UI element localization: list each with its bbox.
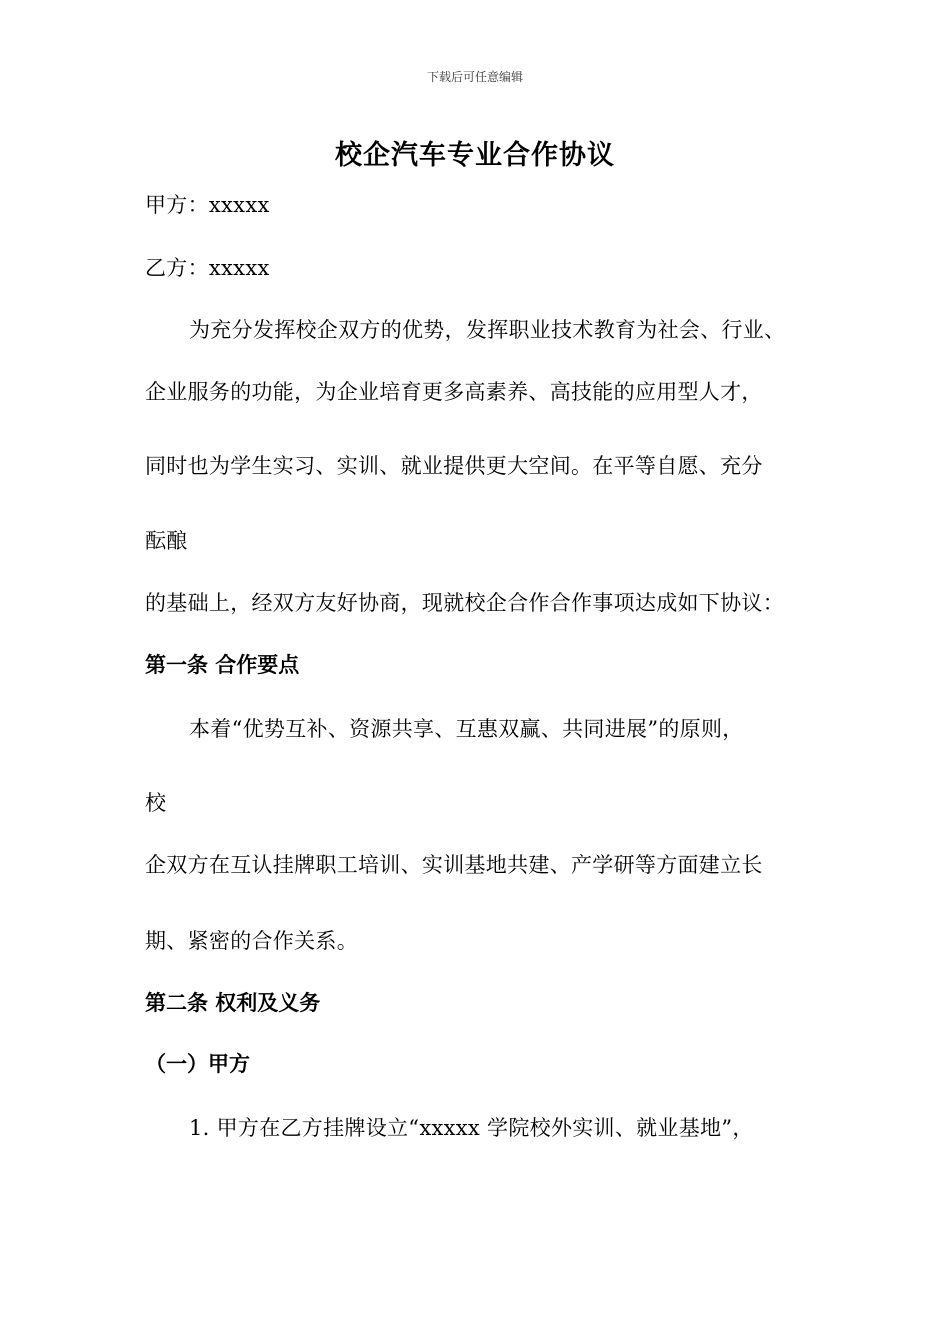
article-1-line: 期、紧密的合作关系。 (145, 929, 358, 953)
article-1-heading: 第一条 合作要点 (145, 653, 300, 677)
party-a-subheading: （一）甲方 (145, 1052, 250, 1076)
article-2-heading: 第二条 权利及义务 (145, 991, 321, 1015)
article-2-item-1: 1. 甲方在乙方挂牌设立“xxxxx 学院校外实训、就业基地”， (189, 1116, 754, 1140)
header-note: 下载后可任意编辑 (426, 70, 523, 84)
article-1-line: 本着“优势互补、资源共享、互惠双赢、共同进展”的原则， (189, 717, 744, 741)
intro-line: 酝酿 (145, 529, 188, 553)
article-1-line: 企双方在互认挂牌职工培训、实训基地共建、产学研等方面建立长 (145, 853, 763, 877)
party-b-line: 乙方：xxxxx (145, 256, 270, 280)
intro-line: 同时也为学生实习、实训、就业提供更大空间。在平等自愿、充分 (145, 454, 763, 478)
article-1-line: 校 (145, 791, 167, 815)
intro-line: 企业服务的功能，为企业培育更多高素养、高技能的应用型人才， (145, 380, 763, 404)
intro-line: 为充分发挥校企双方的优势，发挥职业技术教育为社会、行业、 (189, 318, 786, 342)
document-title: 校企汽车专业合作协议 (335, 140, 615, 171)
intro-line: 的基础上，经双方友好协商，现就校企合作合作事项达成如下协议： (145, 591, 784, 615)
party-a-line: 甲方：xxxxx (145, 193, 270, 217)
